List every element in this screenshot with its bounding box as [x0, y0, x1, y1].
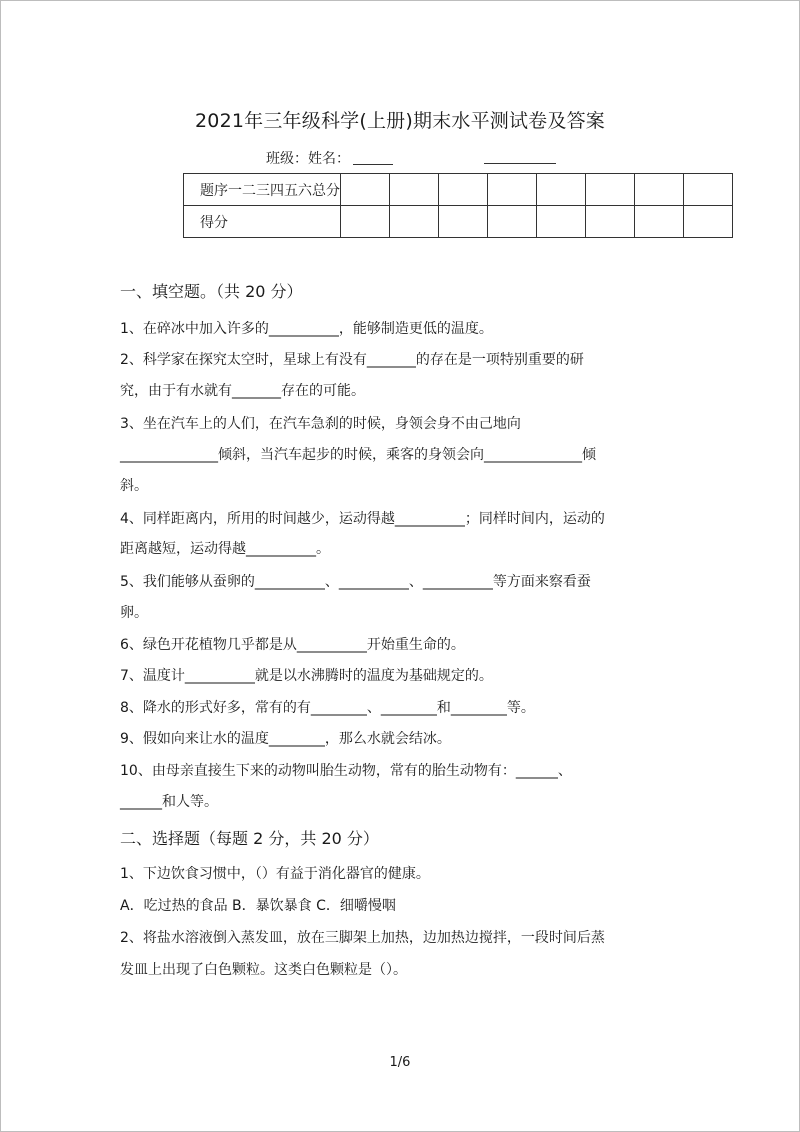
- score-cell: [341, 206, 390, 238]
- score-cell: [390, 174, 439, 206]
- class-name-line: [266, 148, 393, 168]
- question-line: 7、温度计__________就是以水沸腾时的温度为基础规定的。: [120, 668, 493, 684]
- question-line: 6、绿色开花植物几乎都是从__________开始重生命的。: [120, 637, 465, 653]
- score-table-header-label: 题序一二三四五六总分: [184, 174, 341, 206]
- document-title: 2021年三年级科学(上册)期末水平测试卷及答案: [195, 110, 605, 132]
- score-table-score-row: [184, 206, 733, 238]
- score-cell: [684, 206, 733, 238]
- score-cell: [635, 206, 684, 238]
- score-cell: [635, 174, 684, 206]
- question-line: 1、在碎冰中加入许多的__________，能够制造更低的温度。: [120, 321, 493, 337]
- question-line: 8、降水的形式好多，常有的有________、________和________等。: [120, 700, 535, 716]
- question-line: ______________倾斜，当汽车起步的时候，乘客的身领会向______________倾: [120, 447, 596, 463]
- question-line: ______和人等。: [120, 794, 218, 810]
- question-line: 9、假如向来让水的温度________，那么水就会结冰。: [120, 731, 451, 747]
- score-table-score-label: 得分: [184, 206, 341, 238]
- question-line: 5、我们能够从蚕卵的__________、__________、__________等方面来察看蚕: [120, 574, 591, 590]
- score-cell: [488, 174, 537, 206]
- option-line: A．吃过热的食品 B．暴饮暴食 C．细嚼慢咽: [120, 898, 396, 914]
- score-cell: [341, 174, 390, 206]
- score-table: [183, 173, 733, 238]
- section1-heading: 一、填空题。（共 20 分）: [120, 282, 303, 301]
- question-line: 10、由母亲直接生下来的动物叫胎生动物，常有的胎生动物有：______、: [120, 763, 572, 779]
- section2-heading: 二、选择题（每题 2 分，共 20 分）: [120, 829, 379, 848]
- question-line: 1、下边饮食习惯中，（）有益于消化器官的健康。: [120, 866, 430, 882]
- score-cell: [390, 206, 439, 238]
- score-cell: [488, 206, 537, 238]
- class-name-label: 班级：姓名：: [266, 151, 350, 167]
- name-blank: [353, 150, 393, 165]
- question-line: 发皿上出现了白色颗粒。这类白色颗粒是（）。: [120, 962, 407, 978]
- page-number: 1/6: [389, 1055, 411, 1070]
- score-cell: [439, 174, 488, 206]
- question-line: 究，由于有水就有_______存在的可能。: [120, 383, 365, 399]
- score-cell: [684, 174, 733, 206]
- question-line: 斜。: [120, 478, 148, 494]
- score-table-header-row: [184, 174, 733, 206]
- score-cell: [586, 206, 635, 238]
- question-line: 2、科学家在探究太空时，星球上有没有_______的存在是一项特别重要的研: [120, 352, 584, 368]
- score-cell: [586, 174, 635, 206]
- question-line: 距离越短，运动得越__________。: [120, 541, 330, 557]
- question-line: 3、坐在汽车上的人们，在汽车急刹的时候，身领会身不由己地向: [120, 416, 521, 432]
- score-cell: [439, 206, 488, 238]
- question-line: 2、将盐水溶液倒入蒸发皿，放在三脚架上加热，边加热边搅拌，一段时间后蒸: [120, 930, 605, 946]
- id-blank: [484, 148, 556, 164]
- question-line: 卵。: [120, 605, 148, 621]
- question-line: 4、同样距离内，所用的时间越少，运动得越__________；同样时间内，运动的: [120, 511, 605, 527]
- score-cell: [537, 174, 586, 206]
- score-cell: [537, 206, 586, 238]
